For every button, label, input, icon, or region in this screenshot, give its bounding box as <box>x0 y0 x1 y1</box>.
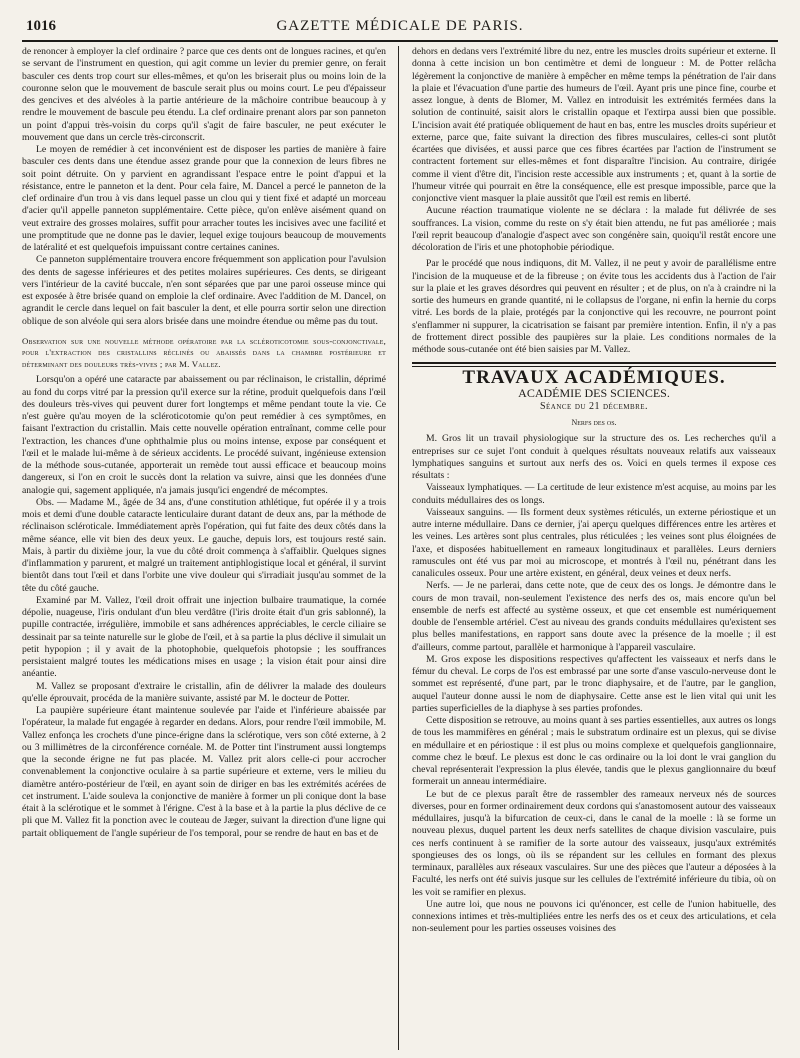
article-title: Nerfs des os. <box>571 418 617 427</box>
right-column <box>412 46 776 1050</box>
paragraph: M. Gros expose les dispositions respectives qu'affectent les vaisseaux et nerfs dans le fémur du cheval. Le corps de l'os est embrassé par une sorte d'anse vasculo-nerveuse dont le sommet est représenté, d'une part, par le tronc diaphysaire, et de l'autre, par le ganglion, auquel l'auteur donne aussi le nom de diaphysaire. Cette anse est le lien vital qui unit les parties superficielles de la diaphyse à ses parties profondes. <box>412 653 776 714</box>
paragraph: Cette disposition se retrouve, au moins quant à ses parties essentielles, aux autres os longs de tous les mammifères en général ; mais le substratum ordinaire est un plexus, qui se divise en médullaire et en périostique : il est plus ou moins complexe et quelquefois ganglionnaire, comme chez le bœuf. Le plexus est donc le cas ordinaire ou la loi dont le vrai ganglion du cheval représenterait l'expression la plus élevée, tandis que le plexus ganglionnaire du bœuf formerait un anneau intermédiaire. <box>412 715 776 788</box>
left-column <box>22 46 386 1050</box>
session-date: Séance du 21 décembre. <box>539 400 649 412</box>
column-rule <box>398 46 399 1050</box>
paragraph: M. Gros lit un travail physiologique sur la structure des os. Les recherches qu'il a entreprises sur ce sujet l'ont conduit à quelques résultats nouveaux relatifs aux vaisseaux lymphatiques sanguins et surtout aux nerfs des os. Voici en quels termes il expose ces résultats : <box>412 433 776 481</box>
paragraph: M. Vallez se proposant d'extraire le cristallin, afin de délivrer la malade des douleurs qu'elle éprouvait, procéda de la manière suivante, assisté par M. le docteur de Potter. <box>22 680 386 704</box>
section-separator <box>412 362 776 364</box>
paragraph: Le moyen de remédier à cet inconvénient est de disposer les parties de manière à faire basculer ces dents dans une étendue assez grande pour que la connexion de leurs fibres ne soit point détruite. On y parvient en agrandissant l'espace entre le point d'appui et la résistance, entre le panneton et la dent. Pour cela faire, M. Dancel a percé le panneton de la clef ordinaire d'un trou à vis dans lequel passe un clou qui y tient fixé et adapté un morceau d'acier qu'il appelle panneton supplémentaire. Cette pièce, qu'on enlève aisément quand on veut extraire des grosses molaires, suffit pour arracher toutes les incisives avec une facilité et une promptitude que ne donne pas le davier, lequel exige toujours beaucoup de mouvements de latéralité et est quelquefois impuissant contre certaines canines. <box>22 144 386 253</box>
page-header <box>22 8 778 42</box>
section-title: TRAVAUX ACADÉMIQUES. <box>462 367 726 389</box>
paragraph: Obs. — Madame M., âgée de 34 ans, d'une constitution athlétique, fut opérée il y a trois mois et demi d'une double cataracte lenticulaire durant datant de deux ans, par la méthode de réclinaison scléroticale. Immédiatement après l'opération, qui fut faite des deux côtés dans la même séance, elle vit bien des deux yeux. Le gauche, depuis lors, est toujours resté sain. Mais, à partir du dixième jour, la vue du côté droit commença à s'affaiblir. Quelques signes d'inflammation y parurent, et malgré un traitement antiphlogistique local et général, il survint bientôt dans tout l'œil et dans l'orbite une vive douleur qui s'irradiait jusqu'au sommet de la tête du côté gauche. <box>22 496 386 594</box>
observation-title: Observation sur une nouvelle méthode opératoire par la scléroticotomie sous-conjonctivale, pour l'extraction des cristallins réclinés ou abaissés dans la chambre postérieure et déterminant des douleurs très-vives ; par M. Vallez. <box>22 335 386 369</box>
paragraph: Aucune réaction traumatique violente ne se déclara : la malade fut délivrée de ses souffrances. La vision, comme du reste on s'y était bien attendu, ne fut pas améliorée ; mais l'œil reprit beaucoup d'analogie d'aspect avec son congénère sain, quoiqu'il restât encore une décoloration de l'iris et une photophobie périodique. <box>412 205 776 253</box>
paragraph: Vaisseaux sanguins. — Ils forment deux systèmes réticulés, un externe périostique et un autre interne médullaire. Dans ce dernier, j'ai aperçu quelques différences entre les artères et les veines. Les artères sont plus centrales, plus réticulées ; les veines sont plus éloignées de l'axe, et disposées habituellement en rameaux longitudinaux et parallèles. Leurs derniers ramuscules ont été vus par moi au microscope, et montrés à l'œil nu, pénétrant dans les canalicules osseux. Pour une artère existent, en général, deux veines et deux nerfs. <box>412 506 776 579</box>
paragraph: Par le procédé que nous indiquons, dit M. Vallez, il ne peut y avoir de parallélisme entre l'incision de la muqueuse et de la fibreuse ; on évite tous les accidents dus à l'action de l'air sur la plaie et les graves désordres qui peuvent en résulter ; et de plus, on n'a à craindre ni la sortie des humeurs en grande quantité, ni le collapsus de l'organe, ni enfin la hernie du corps vitré. Les bords de la plaie, protégés par la conjonctive qui les recouvre, ne pourront point s'enflammer ni suppurer, la cicatrisation se faisant par première intention. Enfin, il n'y a pas de frottement direct possible des paupières sur la plaie. Les conditions normales de la méthode sous-cutanée ont été bien saisies par M. Vallez. <box>412 258 776 355</box>
paragraph: de renoncer à employer la clef ordinaire ? parce que ces dents ont de longues racines, et qu'en se servant de l'instrument en question, qui agit comme un levier du premier genre, on ferait basculer ces dents trop court sur elles-mêmes, et qu'on les briserait plus ou moins loin de la couronne selon que le mouvement de bascule serait plus ou moins court. Le peu d'épaisseur des gencives et des alvéoles à la partie antérieure de la mâchoire contribue beaucoup à y rendre le mouvement de bascule peu étendu. La clef ordinaire prenant alors par son panneton un point d'appui très-voisin du corps qu'il s'agit de faire basculer, ne peut exécuter le mouvement que dans un cercle très-circonscrit. <box>22 46 386 143</box>
paragraph: Nerfs. — Je ne parlerai, dans cette note, que de ceux des os longs. Je démontre dans le cours de mon travail, non-seulement l'existence des nerfs des os, mais encore qu'un bel ensemble de nerfs est affecté au système osseux, et que cet ensemble est numériquement double de l'ensemble artériel. C'est au niveau des grands conduits médullaires qu'existent ses plus belles manifestations, en rapport sans doute avec la présence de la moelle ; il est d'ailleurs, comme partout, parallèle et harmonique à l'appareil vasculaire. <box>412 580 776 653</box>
journal-title: GAZETTE MÉDICALE DE PARIS. <box>276 18 524 34</box>
paragraph: Vaisseaux lymphatiques. — La certitude de leur existence m'est acquise, au moins par les conduits médullaires des os longs. <box>412 482 776 506</box>
paragraph: Lorsqu'on a opéré une cataracte par abaissement ou par réclinaison, le cristallin, déprimé au fond du corps vitré par la pression qu'il exerce sur la rétine, produit quelquefois dans l'œil des douleurs très-vives qui peuvent durer fort longtemps et même pendant toute la vie. Ce n'est guère qu'au moyen de la scléroticotomie qu'on peut remédier à ces symptômes, en faisant l'extraction du cristallin. Mais cette nouvelle opération entraînant, comme celle pour l'extraction, les chances d'une ophthalmie plus ou moins intense, expose par conséquent et l'œil et le malade lui-même à de sérieux accidents. Le procédé suivant, ingénieuse extension de la méthode sous-cutanée, apporterait un remède tout aussi efficace et beaucoup moins dangereux, si l'on en croit le succès dont la relation va suivre, ainsi que les données d'une analogie qui, sagement appliquée, n'a jamais jusqu'ici engendré de mécomptes. <box>22 374 386 496</box>
paragraph: Une autre loi, que nous ne pouvons ici qu'énoncer, est celle de l'union habituelle, des connexions intimes et très-multipliées entre les nerfs des os et ceux des articulations, et cela non-seulement pour les parties osseuses voisines des <box>412 898 776 935</box>
paragraph: Examiné par M. Vallez, l'œil droit offrait une injection bulbaire traumatique, la cornée dépolie, nuageuse, l'iris ondulant d'un bleu verdâtre (l'iris droite était d'un gris sablonné), la pupille contractée, irrégulière, immobile et sans adhérences appréciables, le cercle ciliaire se dessinait par sa teinte naturelle sur le globe de l'œil, et à sa partie la plus déclive il simulait un petit hypopion ; il y avait de la photophobie, quelquefois photopsie ; les souffrances persistaient malgré toutes les médications mises en usage ; la vision était pour ainsi dire anéantie. <box>22 594 386 680</box>
paragraph: dehors en dedans vers l'extrémité libre du nez, entre les muscles droits supérieur et externe. Il donna à cette incision un bon centimètre et demi de longueur : M. de Potter relâcha légèrement la conjonctive de manière à empêcher en même temps la pénétration de l'air dans la plaie et l'évacuation d'une partie des humeurs de l'œil. Ayant pris une pince fine, courbe et assez longue, à dents de Blomer, M. Vallez en introduisit les extrémités fermées dans la solution de continuité, saisit alors le cristallin opaque et l'extirpa aussi bien que possible. L'incision avait été pratiquée obliquement de haut en bas, entre les muscles droits supérieur et externe, parce que, faite suivant la direction des fibres musculaires, celles-ci sont plutôt écartées que divisées, et aussi parce que ces fibres écartées par l'action de l'instrument se contractent fortement sur elles-mêmes et font disparaître l'incision. Au contraire, dirigée comme il vient d'être dit, l'incision reste accessible aux instruments ; et, quant à la sortie de l'humeur vitrée qui pourrait en être la conséquence, elle est presque impossible, parce que la conjonctive vient masquer la plaie aussitôt que l'œil est remis en liberté. <box>412 46 776 204</box>
paragraph: Ce panneton supplémentaire trouvera encore fréquemment son application pour l'avulsion des dents de sagesse inférieures et des petites molaires supérieures. Ces dents, se dirigeant vers l'intérieur de la cavité buccale, n'en sont séparées que par une paroi osseuse mince qui est exposée à être brisée quand on emploie la clef ordinaire. Avec l'addition de M. Dancel, on agrandit le cercle dans lequel on fait basculer la dent, et elle pourra sortir selon une direction oblique de son alvéole qui sera alors brisée dans une moindre étendue ou même pas du tout. <box>22 254 386 327</box>
page-number: 1016 <box>26 18 56 34</box>
paragraph: La paupière supérieure étant maintenue soulevée par l'aide et l'inférieure abaissée par l'opérateur, la malade fut engagée à regarder en dedans. Alors, pour rendre l'œil immobile, M. Vallez enfonça les crochets d'une pince-érigne dans la sclérotique, vers son côté externe, à 2 ou 3 millimètres de la circonférence cornéale. M. de Potter tint l'instrument aussi longtemps que la seconde érigne ne fut pas placée. M. Vallez prit alors celle-ci pour accrocher convenablement la conjonctive oculaire à sa partie supérieure et externe, vers le milieu du diamètre antéro-postérieur de l'œil, en ayant soin de diriger en bas les extrémités acérées de cet instrument. L'aide souleva la conjonctive de manière à former un pli conique dont la base était à la sclérotique et le sommet à l'érigne. C'est à la base et à la partie la plus déclive de ce pli que M. Vallez fit la ponction avec le couteau de Jæger, suivant la direction d'une ligne qui partait obliquement de l'angle supérieur de l'os temporal, pour se rendre de haut en bas et de <box>22 705 386 839</box>
paragraph: Le but de ce plexus paraît être de rassembler des rameaux nerveux nés de sources diverses, pour en former ordinairement deux cordons qui s'anastomosent autour des vaisseaux médullaires, jusqu'à la bifurcation de ceux-ci, dans le canal de la moelle : là se forme un nouveau plexus, duquel partent les deux nerfs satellites de chaque division vasculaire, puis ces nerfs continuent à se ramifier de la sorte autour des vaisseaux, jusqu'aux extrémités spongieuses des os longs, où ils se répandent sur les cellules en formant des plexus terminaux, parallèles aux réseaux vasculaires. Sur une des pièces que l'auteur a déposées à la Faculté, les nerfs ont été suivis jusque sur les cellules de l'extrémité inférieure du tibia, où on les voit se ramifier en plexus. <box>412 788 776 898</box>
academy-title: ACADÉMIE DES SCIENCES. <box>518 385 670 400</box>
